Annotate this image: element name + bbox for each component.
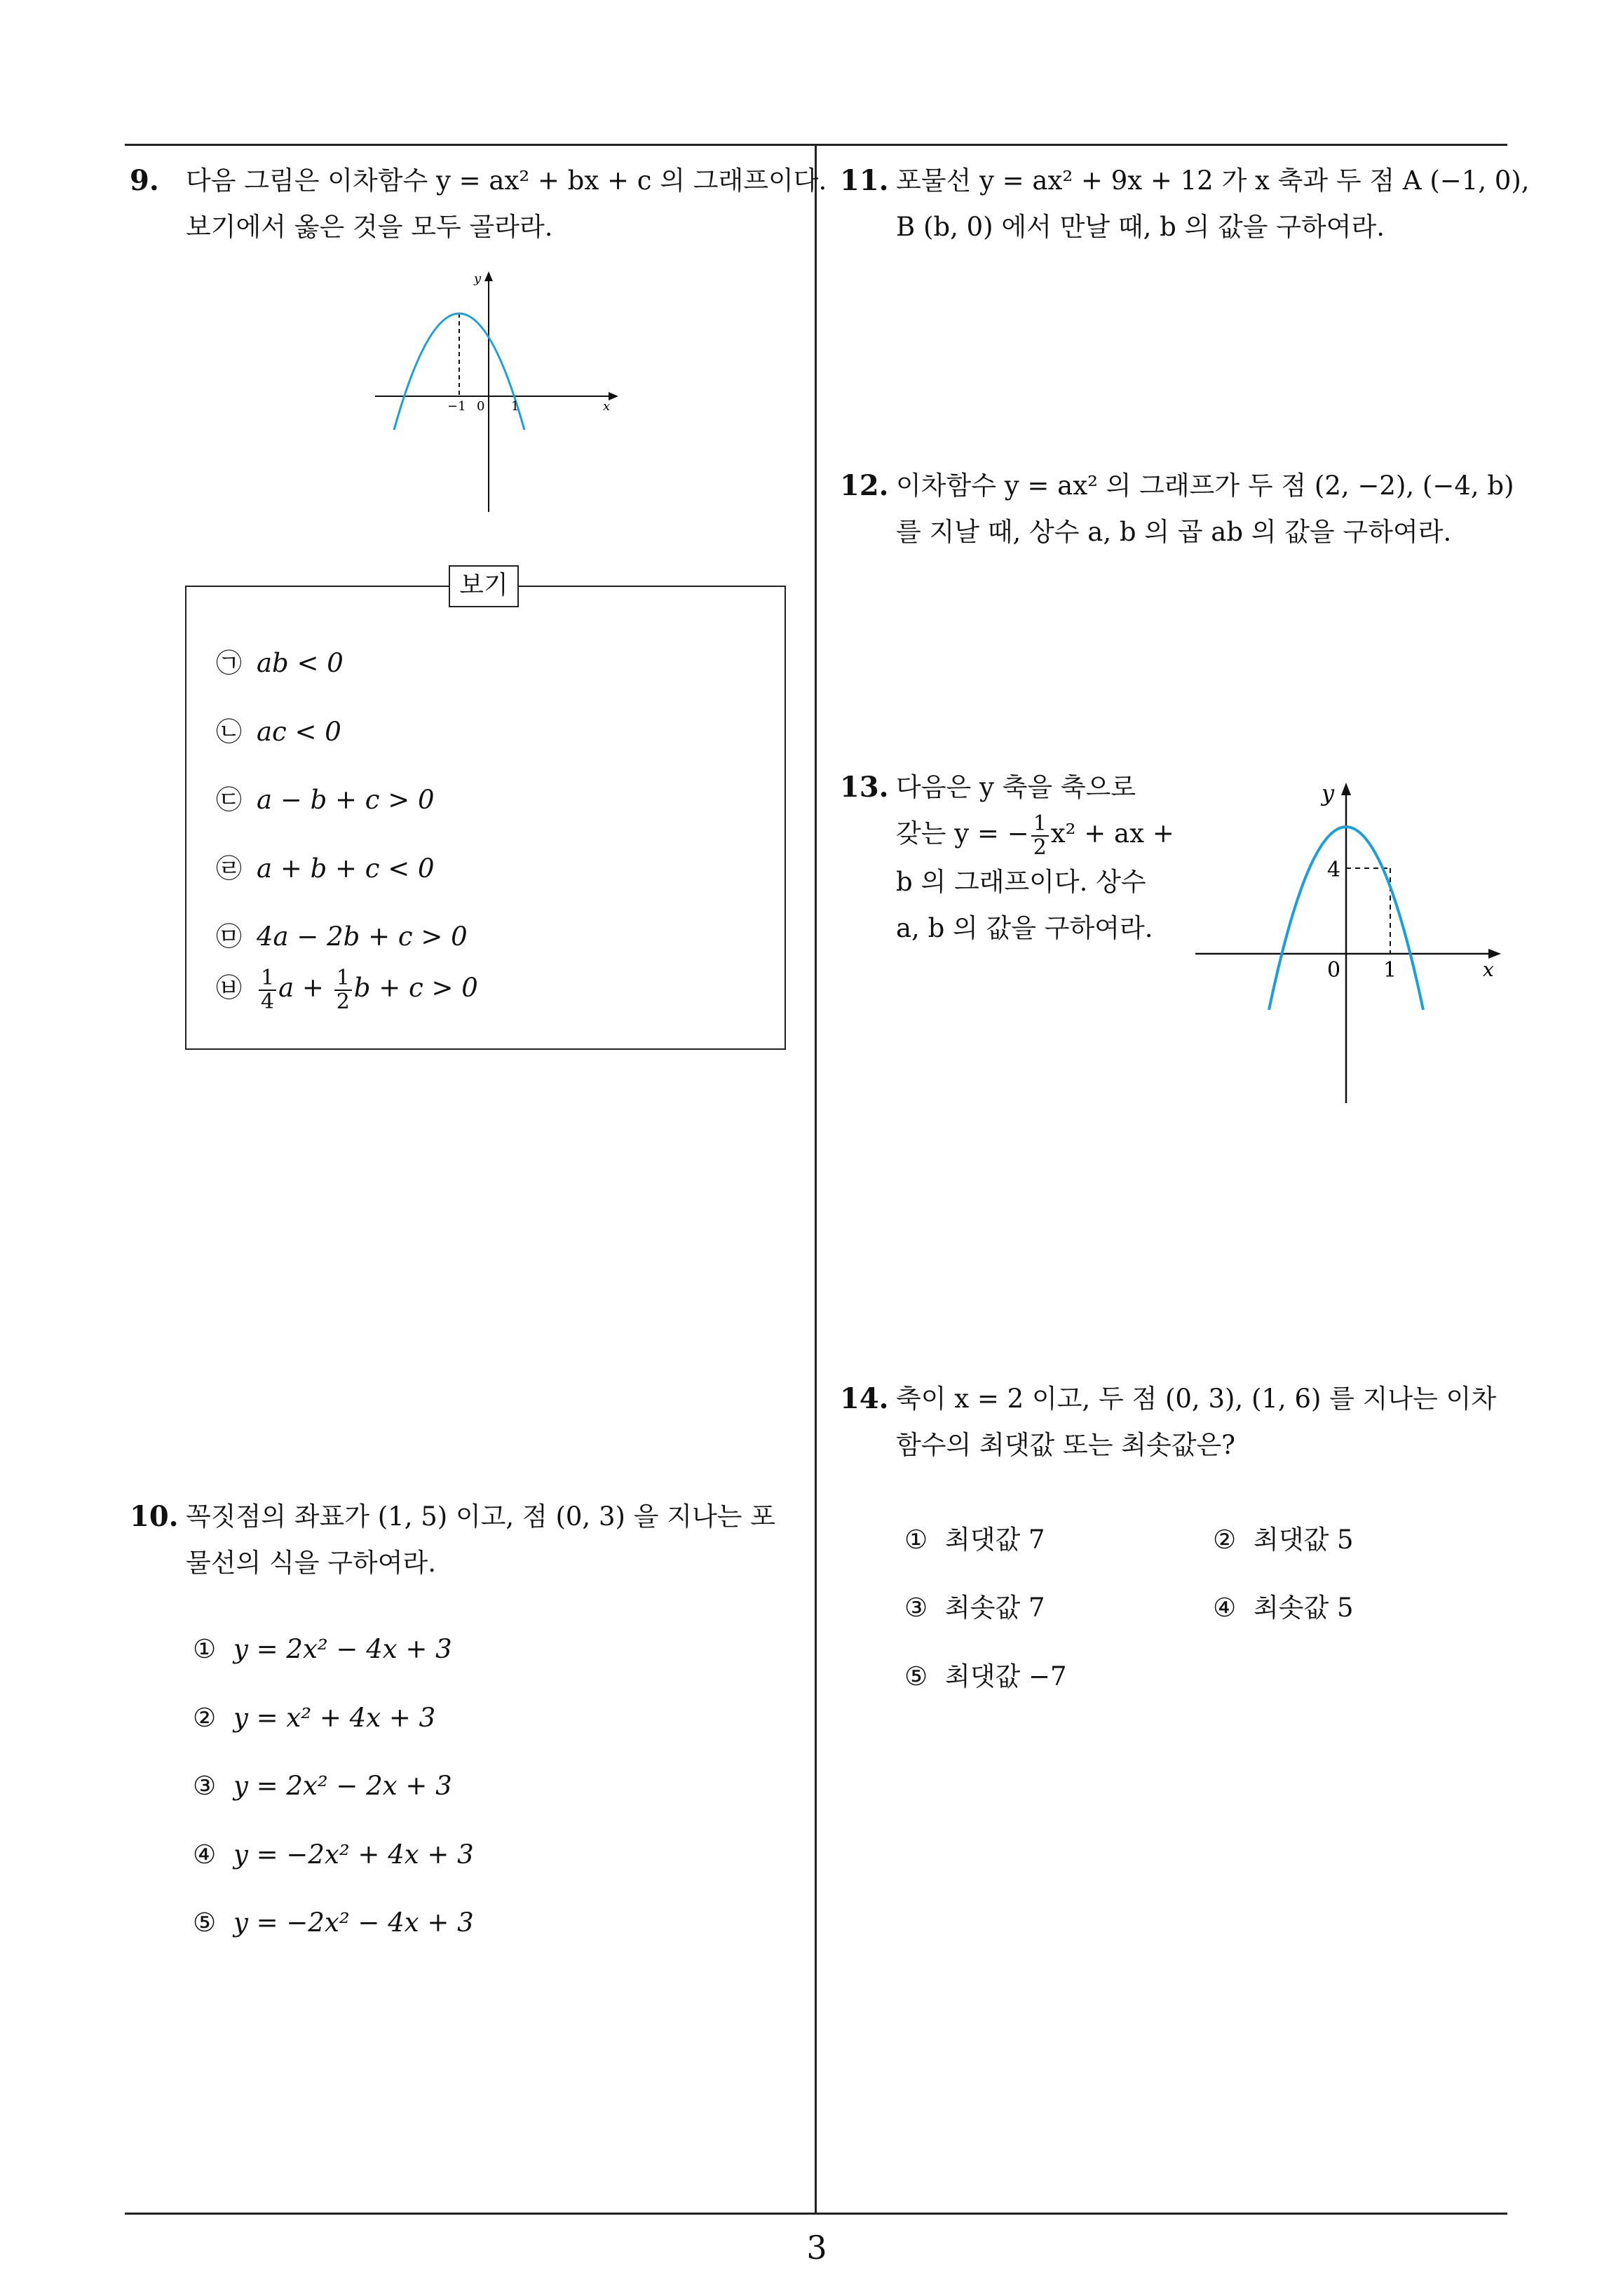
- fraction: [1031, 813, 1049, 859]
- q13-parabola-graph: [1188, 778, 1504, 1108]
- option-item: [216, 915, 468, 953]
- option-item: [1213, 1586, 1354, 1624]
- option-item: [904, 1518, 1045, 1556]
- option-text: a − b + c > 0: [257, 785, 435, 815]
- stem-line: 다음은 y 축을 축으로: [896, 772, 1136, 802]
- option-mark: ㉤: [216, 921, 242, 952]
- fraction: [334, 967, 352, 1013]
- option-text: y = −2x² + 4x + 3: [233, 1839, 474, 1870]
- y-axis-label: y: [474, 271, 482, 286]
- option-text: y = 2x² − 2x + 3: [233, 1771, 452, 1801]
- stem-line: 다음 그림은 이차함수 y = ax² + bx + c 의 그래프이다.: [186, 166, 827, 196]
- option-mark: ㉥: [216, 973, 242, 1003]
- stem-line: 꼭짓점의 좌표가 (1, 5) 이고, 점 (0, 3) 을 지나는 포: [186, 1501, 775, 1532]
- stem-line: 이차함수 y = ax² 의 그래프가 두 점 (2, −2), (−4, b): [896, 471, 1514, 501]
- tick-label-1: 1: [1383, 958, 1397, 982]
- option-item: [216, 778, 435, 816]
- y-axis-arrow: [1341, 783, 1351, 795]
- question-number: 12.: [840, 469, 889, 502]
- question-number: 11.: [840, 164, 889, 197]
- stem-text: 갖는 y = −: [896, 818, 1029, 849]
- option-text: a + b + c < 0: [257, 853, 435, 884]
- x-axis-label: x: [603, 399, 611, 414]
- option-mark: ④: [1213, 1593, 1237, 1623]
- fraction-numerator: 1: [1031, 813, 1049, 837]
- stem-text: x² + ax +: [1050, 818, 1174, 849]
- option-text: ac < 0: [257, 717, 341, 747]
- stem-line: 보기에서 옳은 것을 모두 골라라.: [186, 212, 553, 242]
- page-number: 3: [806, 2229, 827, 2267]
- option-text: a +: [278, 973, 324, 1003]
- option-mark: ㉢: [216, 785, 242, 815]
- option-item: [193, 1771, 452, 1801]
- fraction-numerator: 1: [334, 967, 352, 991]
- x-axis-label: x: [1483, 958, 1494, 981]
- option-item: [193, 1839, 474, 1870]
- fraction-denominator: 4: [261, 989, 275, 1014]
- option-text: 최댓값 5: [1254, 1525, 1354, 1555]
- question-stem: [896, 158, 1597, 250]
- option-mark: ③: [904, 1593, 928, 1623]
- question-stem: [896, 463, 1597, 555]
- option-text: b + c > 0: [353, 973, 478, 1003]
- option-mark: ④: [193, 1839, 217, 1870]
- option-mark: ㉠: [216, 648, 242, 678]
- option-item: [193, 1907, 474, 1938]
- option-mark: ①: [193, 1634, 217, 1664]
- stem-line: a, b 의 값을 구하여라.: [896, 912, 1153, 943]
- question-stem: [896, 1376, 1597, 1468]
- option-item: [193, 1634, 452, 1664]
- option-text: 최댓값 −7: [945, 1661, 1067, 1691]
- option-item: [904, 1586, 1045, 1624]
- option-item: [216, 710, 341, 748]
- q9-parabola-graph: [365, 270, 624, 519]
- option-text: 최솟값 5: [1254, 1593, 1354, 1623]
- option-text: 4a − 2b + c > 0: [257, 921, 468, 952]
- option-item: [193, 1703, 435, 1733]
- question-stem: [186, 158, 887, 250]
- option-item: [216, 966, 478, 1013]
- fraction-numerator: 1: [259, 967, 276, 991]
- fraction: [259, 967, 276, 1013]
- bogi-title: 보기: [449, 565, 519, 607]
- stem-line: 축이 x = 2 이고, 두 점 (0, 3), (1, 6) 를 지나는 이차: [896, 1384, 1497, 1414]
- option-text: 최솟값 7: [945, 1593, 1045, 1623]
- option-mark: ③: [193, 1771, 217, 1801]
- option-text: ab < 0: [257, 648, 344, 678]
- tick-label-4: 4: [1327, 858, 1341, 882]
- option-text: 최댓값 7: [945, 1525, 1045, 1555]
- option-item: [216, 642, 344, 680]
- option-item: [904, 1655, 1067, 1693]
- question-stem: [896, 764, 1190, 952]
- option-mark: ㉡: [216, 717, 242, 747]
- y-axis-arrow: [484, 271, 493, 281]
- question-number: 9.: [130, 164, 159, 197]
- stem-line: 함수의 최댓값 또는 최솟값은?: [896, 1430, 1236, 1460]
- option-mark: ①: [904, 1525, 928, 1555]
- stem-line: B (b, 0) 에서 만날 때, b 의 값을 구하여라.: [896, 212, 1385, 242]
- option-item: [216, 847, 435, 885]
- question-stem: [186, 1494, 887, 1586]
- option-text: y = x² + 4x + 3: [233, 1703, 436, 1733]
- y-axis-label: y: [1322, 780, 1335, 806]
- tick-label-neg1: −1: [447, 399, 466, 414]
- option-mark: ②: [193, 1703, 217, 1733]
- fraction-denominator: 2: [336, 989, 350, 1014]
- stem-line: 를 지날 때, 상수 a, b 의 곱 ab 의 값을 구하여라.: [896, 517, 1452, 547]
- tick-label-1: 1: [511, 399, 520, 414]
- stem-line: b 의 그래프이다. 상수: [896, 866, 1146, 897]
- stem-line: [896, 811, 1190, 859]
- option-mark: ⑤: [193, 1907, 217, 1938]
- bottom-rule: [125, 2213, 1507, 2215]
- question-number: 10.: [130, 1500, 179, 1533]
- stem-line: 물선의 식을 구하여라.: [186, 1548, 436, 1578]
- option-text: y = −2x² − 4x + 3: [233, 1907, 474, 1938]
- column-divider: [815, 145, 817, 2214]
- tick-label-0: 0: [1327, 958, 1341, 982]
- option-mark: ②: [1213, 1525, 1237, 1555]
- option-item: [1213, 1518, 1354, 1556]
- x-axis-arrow: [1488, 949, 1501, 959]
- option-mark: ㉣: [216, 853, 242, 884]
- question-number: 13.: [840, 771, 889, 804]
- option-text: y = 2x² − 4x + 3: [233, 1634, 452, 1664]
- question-number: 14.: [840, 1382, 889, 1415]
- tick-label-0: 0: [477, 399, 485, 414]
- fraction-denominator: 2: [1033, 835, 1047, 860]
- stem-line: 포물선 y = ax² + 9x + 12 가 x 축과 두 점 A (−1, 0),: [896, 166, 1530, 196]
- option-mark: ⑤: [904, 1661, 928, 1691]
